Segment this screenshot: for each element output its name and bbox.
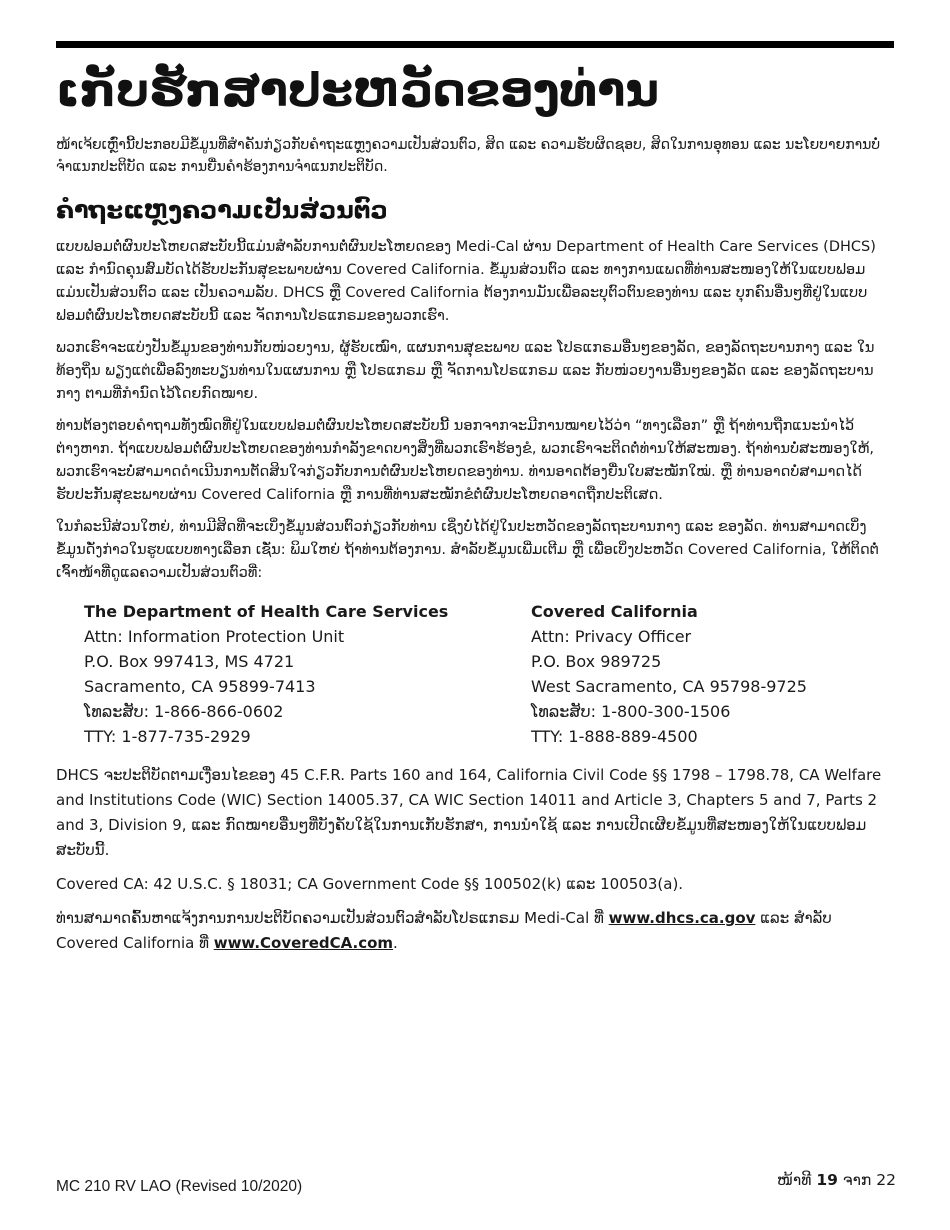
legal-citation-covered-ca: Covered CA: 42 U.S.C. § 18031; CA Government Code §§ 100502(k) ແລະ 100503(a).	[56, 875, 684, 893]
dhcs-tty: TTY: 1-877-735-2929	[84, 727, 251, 746]
page-label: ໜ້າທີ	[776, 1171, 812, 1189]
privacy-paragraph-1: ແບບຟອມຕໍ່ຜົນປະໂຫຍດສະບັບນີ້ແມ່ນສຳລັບການຕໍ່ຜົນປະໂຫຍດຂອງ Medi-Cal ຜ່ານ Department of Health Care Services (DHCS) ແລະ ກຳນົດຄຸນສົມບັດໄດ້ຮັບປະກັນສຸຂະພາບຜ່ານ Covered California. ຂໍ້ມູນສ່ວນຕົວ ແລະ ທາງການແພດທີ່ທ່ານສະໜອງໃຫ້ໃນແບບຟອມແມ່ນເປັນສ່ວນຕົວ ແລະ ເປັນຄວາມລັບ. DHCS ຫຼື Covered California ຕ້ອງການມັນເພື່ອລະບຸຕົວຕົນຂອງທ່ານ ແລະ ບຸກຄົນອື່ນໆທີ່ຢູ່ໃນແບບຟອມຕໍ່ຜົນປະໂຫຍດສະບັບນີ້ ແລະ ຈັດການໂປຣແກຣມຂອງພວກເຮົາ.	[56, 239, 876, 324]
dhcs-phone: ໂທລະສັບ: 1-866-866-0602	[84, 702, 284, 721]
contact-blocks	[56, 599, 894, 749]
covered-ca-contact	[531, 599, 891, 749]
dhcs-attn: Attn: Information Protection Unit	[84, 627, 345, 646]
top-rule	[56, 41, 894, 48]
of-label: ຈາກ	[842, 1171, 872, 1189]
page-title: ເກັບຮັກສາປະຫວັດຂອງທ່ານ	[56, 63, 659, 117]
dhcs-contact	[84, 599, 531, 749]
closing-text-pre: ທ່ານສາມາດຄົ້ນຫາແຈ້ງການການປະຕິບັດຄວາມເປັນສ່ວນຕົວສຳລັບໂປຣແກຣມ Medi-Cal ທີ່	[56, 909, 609, 927]
covered-ca-website-link[interactable]: www.CoveredCA.com	[213, 934, 394, 952]
covered-ca-tty: TTY: 1-888-889-4500	[531, 727, 698, 746]
covered-ca-city: West Sacramento, CA 95798-9725	[531, 677, 807, 696]
covered-ca-attn: Attn: Privacy Officer	[531, 627, 692, 646]
page-number	[777, 1171, 896, 1189]
covered-ca-phone: ໂທລະສັບ: 1-800-300-1506	[531, 702, 731, 721]
dhcs-city: Sacramento, CA 95899-7413	[84, 677, 316, 696]
intro-paragraph: ໜ້າເຈ້ຍເຫຼົ່ານີ້ປະກອບມີຂໍ້ມູນທີ່ສຳຄັນກ່ຽວກັບຄຳຖະແຫຼງຄວາມເປັນສ່ວນຕົວ, ສິດ ແລະ ຄວາມຮັບຜິດຊອບ, ສິດໃນການອຸທອນ ແລະ ນະໂຍບາຍການບໍ່ຈຳແນກປະຕິບັດ ແລະ ການຍື່ນຄຳຮ້ອງການຈຳແນກປະຕິບັດ.	[56, 137, 881, 175]
privacy-paragraph-4: ໃນກໍລະນີສ່ວນໃຫຍ່, ທ່ານມີສິດທີ່ຈະເບິ່ງຂໍ້ມູນສ່ວນຕົວກ່ຽວກັບທ່ານ ເຊິ່ງບໍ່ໄດ້ຢູ່ໃນປະຫວັດຂອງລັດຖະບານກາງ ແລະ ຂອງລັດ. ທ່ານສາມາດເບິ່ງຂໍ້ມູນດັ່ງກ່າວໃນຮູບແບບທາງເລືອກ ເຊັ່ນ: ພິມໃຫຍ່ ຖ້າທ່ານຕ້ອງການ. ສຳລັບຂໍ້ມູນເພີ່ມເຕີມ ຫຼື ເພື່ອເບິ່ງປະຫວັດ Covered California, ໃຫ້ຕິດຕໍ່ເຈົ້າໜ້າທີ່ດູແລຄວາມເປັນສ່ວນຕົວທີ່:	[56, 519, 879, 581]
covered-ca-name: Covered California	[531, 602, 698, 621]
closing-text-end: .	[393, 934, 398, 952]
current-page: 19	[816, 1171, 838, 1189]
closing-text-mid: ແລະ ສຳລັບ Covered California ທີ່	[56, 909, 832, 952]
privacy-paragraph-2: ພວກເຮົາຈະແບ່ງປັນຂໍ້ມູນຂອງທ່ານກັບໜ່ວຍງານ, ຜູ້ຮັບເໝົາ, ແຜນການສຸຂະພາບ ແລະ ໂປຣແກຣມອື່ນໆຂອງລັດ, ຂອງລັດຖະບານກາງ ແລະ ໃນທ້ອງຖິ່ນ ພຽງແຕ່ເພື່ອລົງທະບຽນທ່ານໃນແຜນການ ຫຼື ໂປຣແກຣມ ຫຼື ຈັດການໂປຣແກຣມ ແລະ ກັບໜ່ວຍງານອື່ນໆຂອງລັດ ແລະ ຂອງລັດຖະບານກາງ ຕາມທີ່ກຳນົດໄວ້ໂດຍກົດໝາຍ.	[56, 340, 875, 402]
privacy-paragraph-3: ທ່ານຕ້ອງຕອບຄຳຖາມທັງໝົດທີ່ຢູ່ໃນແບບຟອມຕໍ່ຜົນປະໂຫຍດສະບັບນີ້ ນອກຈາກຈະມີການໝາຍໄວ້ວ່າ “ທາງເລືອກ” ຫຼື ຖ້າທ່ານຖືກແນະນຳໄວ້ຕ່າງຫາກ. ຖ້າແບບຟອມຕໍ່ຜົນປະໂຫຍດຂອງທ່ານກຳລັງຂາດບາງສິ່ງທີ່ພວກເຮົາຮ້ອງຂໍ, ພວກເຮົາຈະຕິດຕໍ່ທ່ານໃຫ້ສະໜອງ. ຖ້າທ່ານບໍ່ສະໜອງໃຫ້, ພວກເຮົາຈະບໍ່ສາມາດດຳເນີນການຕັດສິນໃຈກ່ຽວກັບການຕໍ່ຜົນປະໂຫຍດຂອງທ່ານ. ທ່ານອາດຕ້ອງຍື່ນໃບສະໝັກໃໝ່. ຫຼື ທ່ານອາດບໍ່ສາມາດໄດ້ຮັບປະກັນສຸຂະພາບຜ່ານ Covered California ຫຼື ການທີ່ທ່ານສະໝັກຂໍຕໍ່ຜົນປະໂຫຍດອາດຖືກປະຕິເສດ.	[56, 418, 875, 503]
total-pages: 22	[876, 1171, 896, 1189]
form-id: MC 210 RV LAO (Revised 10/2020)	[56, 1178, 303, 1195]
dhcs-name: The Department of Health Care Services	[84, 602, 449, 621]
privacy-notice-links	[56, 906, 894, 956]
dhcs-website-link[interactable]: www.dhcs.ca.gov	[608, 909, 756, 927]
covered-ca-po-box: P.O. Box 989725	[531, 652, 662, 671]
privacy-heading: ຄຳຖະແຫຼງຄວາມເປັນສ່ວນຕົວ	[56, 196, 388, 224]
content	[56, 134, 894, 965]
dhcs-po-box: P.O. Box 997413, MS 4721	[84, 652, 295, 671]
legal-citation-dhcs: DHCS ຈະປະຕິບັດຕາມເງື່ອນໄຂຂອງ 45 C.F.R. Parts 160 and 164, California Civil Code §§ 1798 – 1798.78, CA Welfare and Institutions Code (WIC) Section 14005.37, CA WIC Section 14011 and Article 3, Chapters 5 and 7, Parts 2 and 3, Division 9, ແລະ ກົດໝາຍອື່ນໆທີ່ບັງຄັບໃຊ້ໃນການເກັບຮັກສາ, ການນຳໃຊ້ ແລະ ການເປີດເຜີຍຂໍ້ມູນທີ່ສະໜອງໃຫ້ໃນແບບຟອມສະບັບນີ້.	[56, 766, 882, 859]
